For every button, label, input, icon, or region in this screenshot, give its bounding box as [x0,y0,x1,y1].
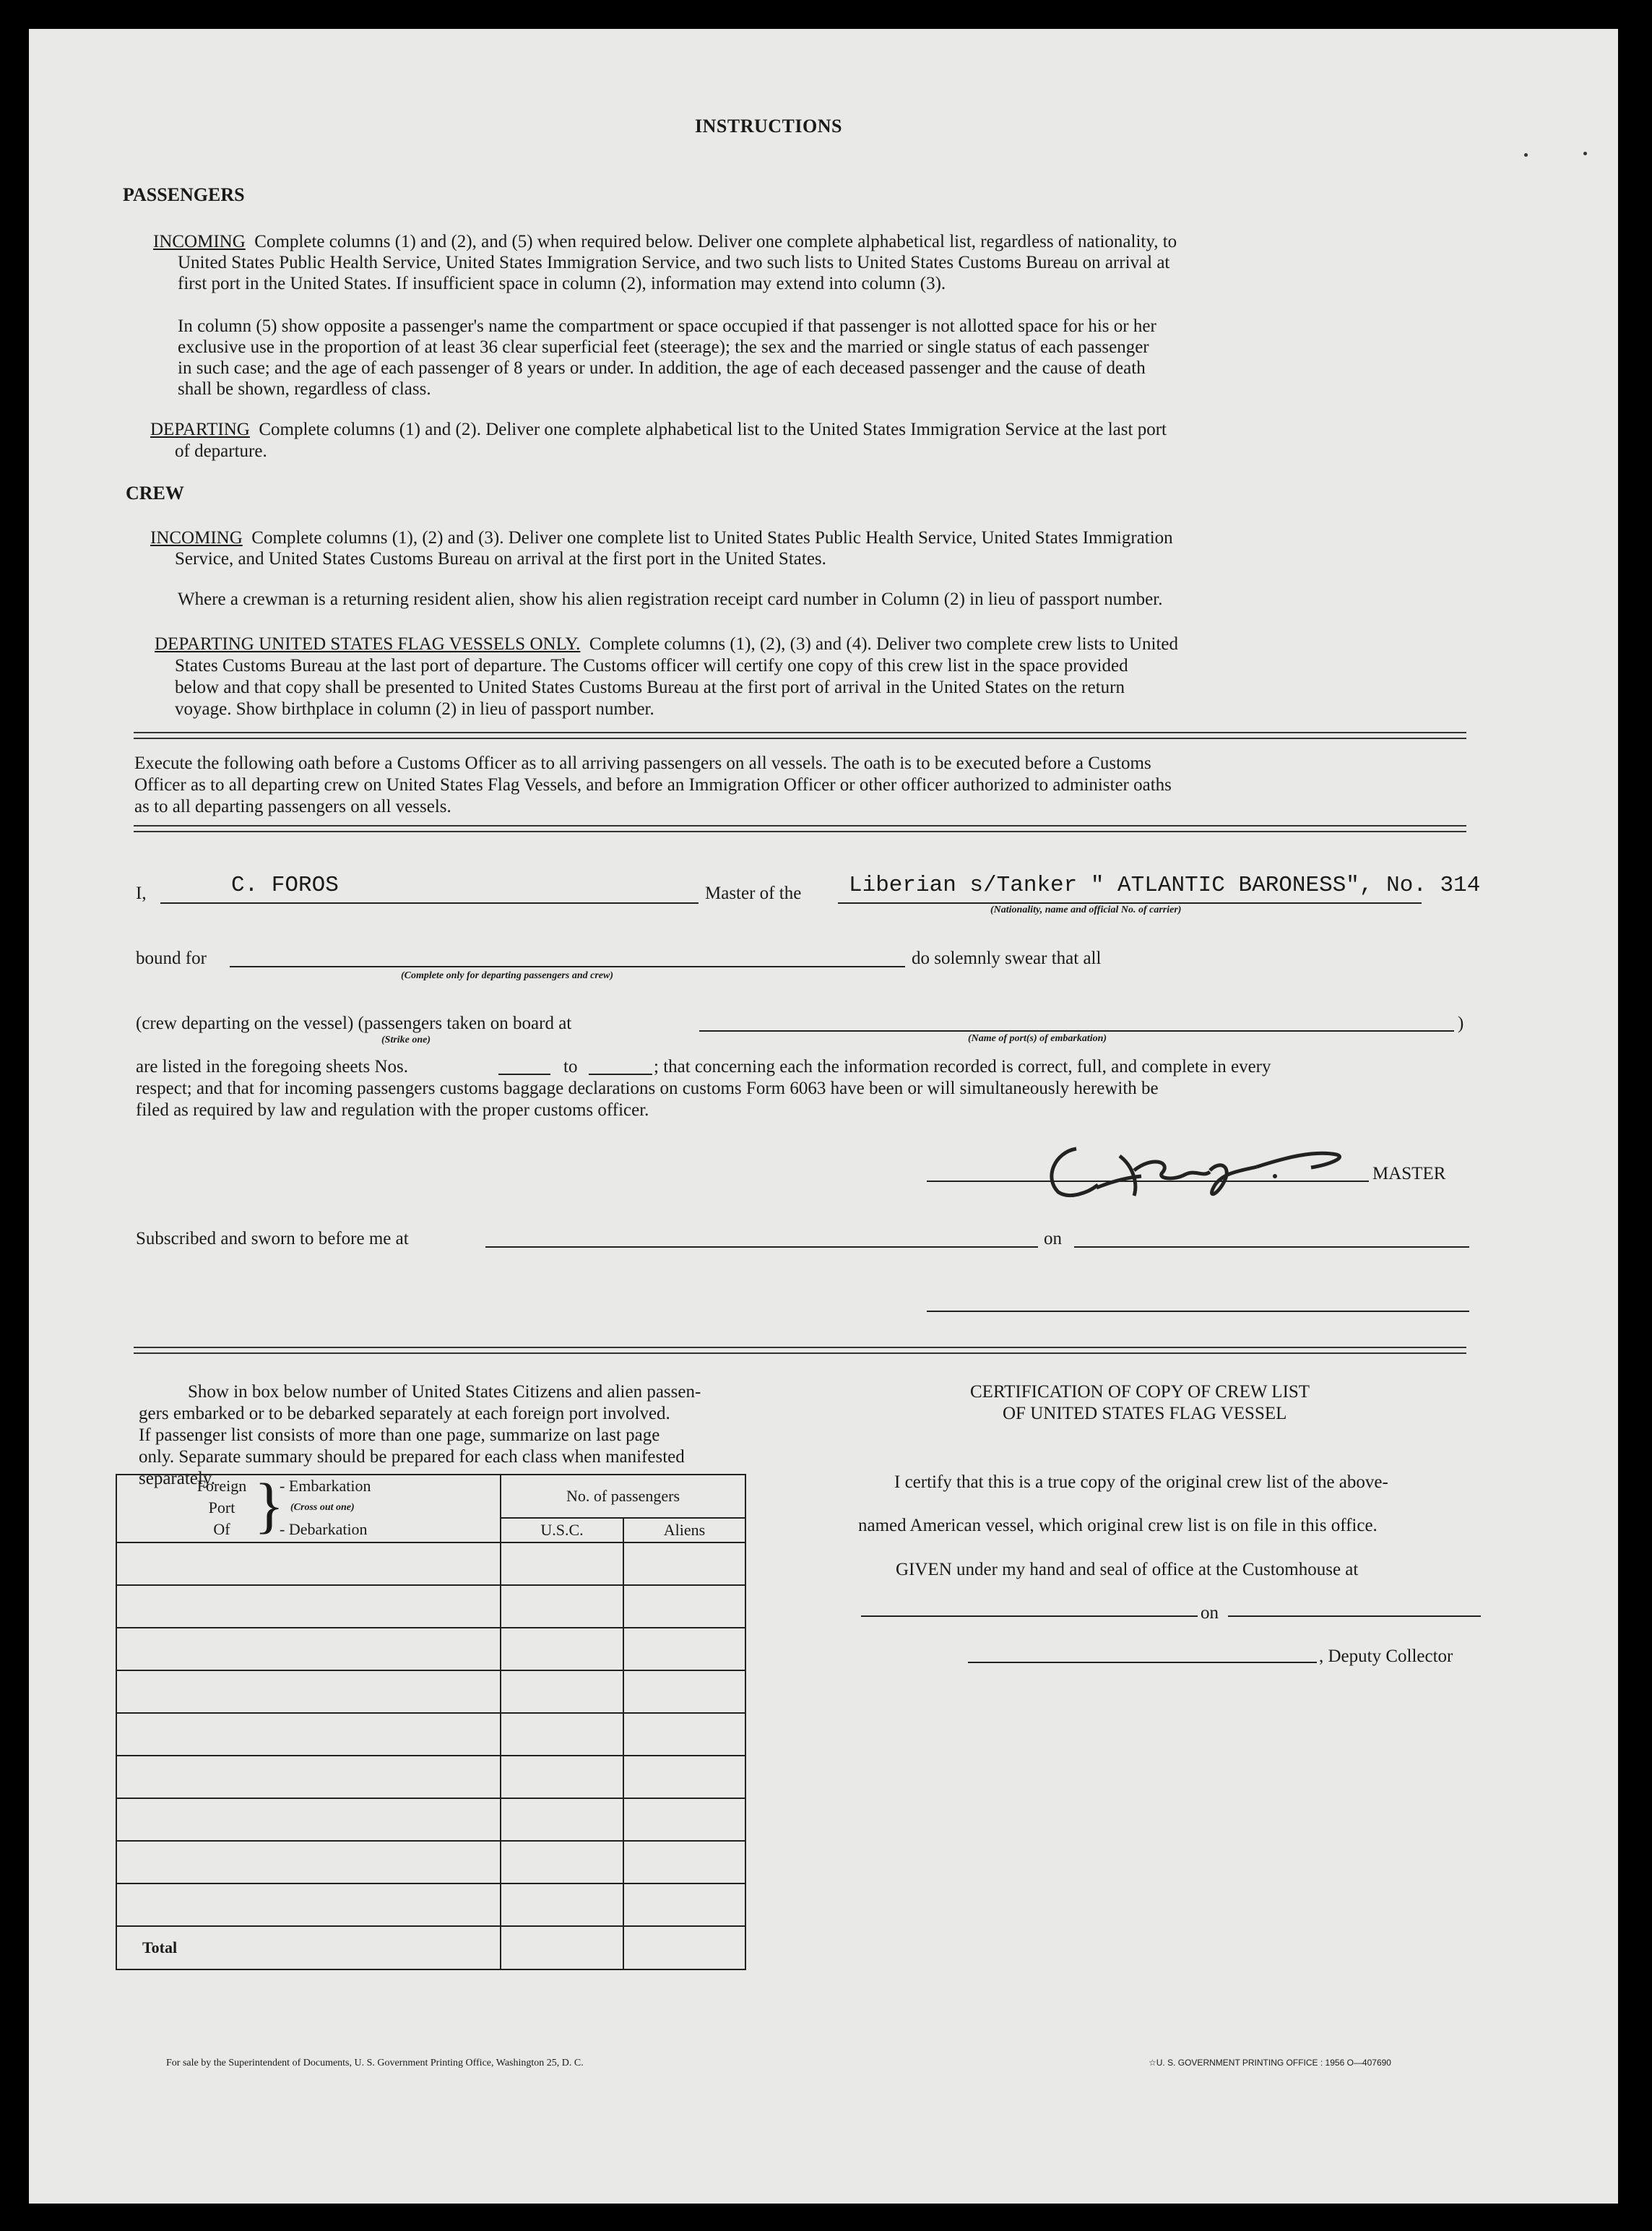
passengers-incoming-line-3: first port in the United States. If insufficient space in column (2), information may extend into column (3). [178,274,946,293]
strike-caption: (Strike one) [381,1035,431,1045]
crew-departing-line-4: voyage. Show birthplace in column (2) in lieu of passport number. [175,699,654,719]
summary-line-4: only. Separate summary should be prepared for each class when manifested [139,1447,685,1467]
aliens-cell[interactable] [623,1670,745,1713]
of-label: Of [213,1520,230,1538]
crew-departing-line-1: Complete columns (1), (2), (3) and (4). Deliver two complete crew lists to United [589,634,1178,654]
no-of-passengers-header: No. of passengers [501,1475,745,1518]
certification-on-label: on [1201,1603,1219,1623]
foreign-label: Foreign [196,1477,247,1495]
column5-line-3: in such case; and the age of each passenger of 8 years or under. In addition, the age of each deceased passenger and the cause of death [178,358,1146,378]
aliens-cell[interactable] [623,1841,745,1883]
usc-cell[interactable] [501,1841,623,1883]
deputy-collector-label: , Deputy Collector [1319,1647,1453,1666]
usc-cell[interactable] [501,1883,623,1926]
aliens-header: Aliens [623,1518,745,1542]
passengers-departing-line-1: Complete columns (1) and (2). Deliver one complete alphabetical list to the United States Immigration Service at the last port [259,420,1167,439]
total-label: Total [116,1926,501,1969]
master-name-line [160,902,699,904]
sheet-from-line[interactable] [498,1074,550,1075]
passengers-departing-label: DEPARTING [150,420,250,439]
port-cell[interactable] [116,1798,501,1841]
listed-line-2: respect; and that for incoming passengers customs baggage declarations on customs Form 6063 have been or will simultaneously herewith be [136,1079,1159,1098]
port-cell[interactable] [116,1542,501,1585]
port-cell[interactable] [116,1841,501,1883]
certification-text-1: I certify that this is a true copy of the original crew list of the above- [894,1472,1388,1492]
total-aliens-cell[interactable] [623,1926,745,1969]
summary-line-3: If passenger list consists of more than one page, summarize on last page [139,1425,660,1445]
column5-line-1: In column (5) show opposite a passenger's name the compartment or space occupied if that passenger is not allotted space for his or her [178,316,1156,336]
master-label: MASTER [1372,1164,1446,1183]
deputy-signature-line[interactable] [968,1662,1317,1663]
oath-intro-line-1: Execute the following oath before a Customs Officer as to all arriving passengers on all vessels. The oath is to be executed before a Customs [134,754,1151,773]
listed-label-b: ; that concerning each the information recorded is correct, full, and complete in every [654,1057,1271,1076]
page-title: INSTRUCTIONS [695,116,842,137]
crew-incoming-block [150,527,1173,549]
sheet-to-line[interactable] [589,1074,652,1075]
listed-line-3: filed as required by law and regulation with the proper customs officer. [136,1100,649,1120]
aliens-cell[interactable] [623,1628,745,1670]
resident-alien-text: Where a crewman is a returning resident alien, show his alien registration receipt card number in Column (2) in lieu of passport number. [178,590,1163,609]
aliens-cell[interactable] [623,1585,745,1628]
column5-line-2: exclusive use in the proportion of at least 36 clear superficial feet (steerage); the sex and the married or single status of each passenger [178,337,1149,357]
port-cell[interactable] [116,1670,501,1713]
master-name-value[interactable]: C. FOROS [231,873,339,898]
master-signature-line [927,1181,1369,1182]
section-divider-2 [134,825,1466,832]
master-signature [1026,1127,1358,1207]
crew-departing-line-2: States Customs Bureau at the last port of departure. The Customs officer will certify one copy of this crew list in the space provided [175,656,1128,676]
listed-label-a: are listed in the foregoing sheets Nos. [136,1057,408,1076]
passengers-incoming-label: INCOMING [153,232,246,251]
crew-departing-line-3: below and that copy shall be presented to United States Customs Bureau at the first port of arrival in the United States on the return [175,678,1125,697]
swear-label: do solemnly swear that all [912,949,1102,968]
certification-heading-1: CERTIFICATION OF COPY OF CREW LIST [970,1382,1310,1402]
cross-out-label: (Cross out one) [290,1502,355,1513]
sworn-on-label: on [1044,1229,1062,1248]
scan-speck [1524,153,1528,157]
customhouse-line[interactable] [861,1615,1198,1617]
usc-cell[interactable] [501,1670,623,1713]
port-cell[interactable] [116,1585,501,1628]
listed-to-label: to [563,1057,578,1076]
oath-intro-line-2: Officer as to all departing crew on United States Flag Vessels, and before an Immigration Officer or other officer authorized to administer oaths [134,775,1172,795]
usc-cell[interactable] [501,1542,623,1585]
crew-departing-block [155,634,1178,655]
usc-cell[interactable] [501,1756,623,1798]
crew-incoming-line-2: Service, and United States Customs Bureau on arrival at the first port in the United States. [175,549,826,569]
port-cell[interactable] [116,1756,501,1798]
crew-heading: CREW [126,483,184,504]
sworn-place-line[interactable] [485,1246,1038,1248]
footer-right: ☆U. S. GOVERNMENT PRINTING OFFICE : 1956 O—407690 [1149,2058,1391,2068]
footer-left: For sale by the Superintendent of Documents, U. S. Government Printing Office, Washington 25, D. C. [166,2058,584,2068]
usc-cell[interactable] [501,1798,623,1841]
close-paren: ) [1458,1014,1464,1033]
bound-for-caption: (Complete only for departing passengers and crew) [401,970,613,981]
certification-text-3: GIVEN under my hand and seal of office at the Customhouse at [896,1560,1359,1579]
aliens-cell[interactable] [623,1713,745,1756]
vessel-line [838,902,1422,904]
summary-line-2: gers embarked or to be debarked separately at each foreign port involved. [139,1404,670,1423]
oath-i-label: I, [136,884,147,903]
scan-speck [1583,152,1587,155]
total-usc-cell[interactable] [501,1926,623,1969]
passengers-incoming-block [153,231,1177,253]
vessel-value[interactable]: Liberian s/Tanker " ATLANTIC BARONESS", No. 314 [849,873,1481,898]
passenger-summary-table [116,1470,746,1970]
embarkation-label: - Embarkation [280,1477,371,1495]
summary-line-5: separately. [139,1469,215,1488]
crew-departing-label: DEPARTING UNITED STATES FLAG VESSELS ONLY. [155,634,581,654]
passengers-departing-line-2: of departure. [175,441,267,461]
embarkation-port-line[interactable] [699,1030,1454,1032]
section-divider-3 [134,1347,1466,1354]
master-of-label: Master of the [705,884,802,903]
brace-glyph: } [254,1470,285,1540]
oath-intro-line-3: as to all departing passengers on all vessels. [134,797,451,816]
summary-line-1: Show in box below number of United States Citizens and alien passen- [188,1382,701,1402]
bound-for-label: bound for [136,949,207,968]
section-divider-1 [134,732,1466,739]
column5-line-4: shall be shown, regardless of class. [178,379,431,399]
aliens-cell[interactable] [623,1542,745,1585]
certification-text-2: named American vessel, which original crew list is on file in this office. [858,1516,1378,1535]
officer-signature-line[interactable] [927,1311,1469,1312]
port-caption: (Name of port(s) of embarkation) [968,1033,1107,1044]
crew-incoming-line-1: Complete columns (1), (2) and (3). Deliver one complete list to United States Public Health Service, United States Immigration [251,528,1173,548]
certification-heading-2: OF UNITED STATES FLAG VESSEL [1003,1404,1287,1423]
usc-cell[interactable] [501,1628,623,1670]
passengers-heading: PASSENGERS [123,184,245,205]
port-header-cell [116,1470,501,1542]
subscribed-label: Subscribed and sworn to before me at [136,1229,409,1248]
certification-date-line[interactable] [1228,1615,1481,1617]
passengers-departing-block [150,419,1167,441]
crew-passengers-label: (crew departing on the vessel) (passengers taken on board at [136,1014,572,1033]
usc-cell[interactable] [501,1585,623,1628]
debarkation-label: - Debarkation [280,1520,368,1538]
bound-for-line[interactable] [230,966,905,967]
port-cell[interactable] [116,1713,501,1756]
crew-incoming-label: INCOMING [150,528,243,548]
port-label: Port [208,1498,235,1516]
port-cell[interactable] [116,1883,501,1926]
passengers-incoming-line-1: Complete columns (1) and (2), and (5) when required below. Deliver one complete alphabetical list, regardless of nationality, to [254,232,1177,251]
usc-cell[interactable] [501,1713,623,1756]
passengers-incoming-line-2: United States Public Health Service, United States Immigration Service, and two such lists to United States Customs Bureau on arrival at [178,253,1170,272]
sworn-date-line[interactable] [1074,1246,1469,1248]
vessel-caption: (Nationality, name and official No. of carrier) [990,905,1182,915]
aliens-cell[interactable] [623,1756,745,1798]
aliens-cell[interactable] [623,1798,745,1841]
port-cell[interactable] [116,1628,501,1670]
aliens-cell[interactable] [623,1883,745,1926]
usc-header: U.S.C. [501,1518,623,1542]
